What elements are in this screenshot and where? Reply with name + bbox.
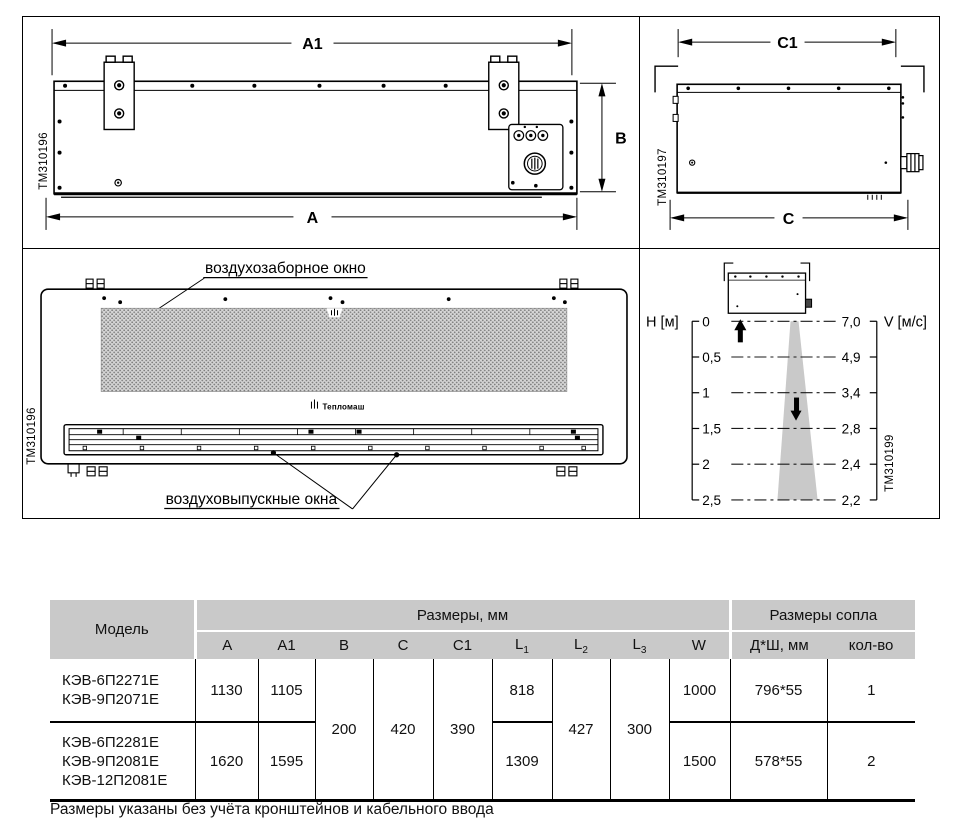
bottom-screw [115, 180, 121, 186]
tm-code: TM310196 [26, 407, 39, 465]
header-nozzle-group: Размеры сопла [730, 600, 915, 631]
arrowhead [882, 39, 896, 46]
v-axis [870, 321, 877, 500]
svg-text:7,0: 7,0 [841, 314, 861, 330]
dimension-b [580, 83, 616, 191]
svg-text:0: 0 [702, 314, 710, 330]
value-nozzle: 796*55 [730, 659, 827, 722]
arrowhead [894, 214, 908, 221]
dim-c-label: C [782, 209, 795, 228]
airflow-chart-panel [640, 249, 939, 518]
value-c: 420 [373, 659, 433, 801]
col-header-a1: A1 [258, 631, 315, 659]
value-count: 1 [827, 659, 915, 722]
value-a1: 1595 [258, 722, 315, 801]
rear-view-panel [23, 17, 640, 249]
front-view-drawing [23, 249, 639, 518]
tm-code: TM310197 [657, 148, 670, 206]
model-cell: КЭВ-6П2281Е КЭВ-9П2081Е КЭВ-12П2081Е [50, 722, 195, 801]
arrowhead [598, 83, 605, 96]
v-axis-label: V [м/с] [883, 314, 927, 331]
tm-code: TM310196 [38, 132, 51, 190]
outlet-windows-label: воздуховыпускные окна [165, 490, 338, 508]
value-l1: 818 [492, 659, 552, 722]
value-a1: 1105 [258, 659, 315, 722]
screw-dots [686, 87, 904, 164]
top-hooks [86, 279, 578, 288]
drawings-frame [22, 16, 940, 519]
header-dimensions-group: Размеры, мм [195, 600, 730, 631]
mounting-bracket-left [104, 56, 134, 129]
value-nozzle: 578*55 [730, 722, 827, 801]
svg-text:2,8: 2,8 [841, 421, 861, 437]
value-a: 1620 [195, 722, 258, 801]
side-view-drawing [640, 17, 939, 248]
col-header-l3: $L_3$ [610, 631, 669, 659]
arrowhead [558, 40, 572, 47]
airflow-chart [640, 249, 939, 518]
svg-text:3,4: 3,4 [841, 385, 861, 401]
value-b: 200 [315, 659, 373, 801]
leader-line [353, 455, 397, 509]
unit-body [677, 84, 901, 192]
up-arrow-icon [734, 319, 746, 342]
svg-text:2,5: 2,5 [702, 492, 722, 508]
tm-code: TM310199 [883, 434, 896, 492]
col-header-b: B [315, 631, 373, 659]
arrowhead [563, 213, 577, 220]
dim-b-label: B [615, 129, 627, 148]
arrowhead [598, 179, 605, 192]
side-screw [690, 160, 695, 165]
ceiling-bracket-left [655, 66, 678, 92]
value-w: 1500 [669, 722, 730, 801]
svg-text:2: 2 [702, 457, 710, 473]
value-l1: 1309 [492, 722, 552, 801]
dimensions-table [50, 600, 915, 802]
svg-text:2,2: 2,2 [841, 492, 861, 508]
cable-gland [901, 154, 923, 172]
col-header-c1: C1 [433, 631, 492, 659]
svg-text:1,5: 1,5 [702, 421, 722, 437]
model-cell: КЭВ-6П2271Е КЭВ-9П2071Е [50, 659, 195, 722]
svg-text:4,9: 4,9 [841, 350, 861, 366]
brand-text: Тепломаш [322, 402, 365, 412]
value-l2: 427 [552, 659, 610, 801]
h-axis [692, 321, 699, 500]
value-w: 1000 [669, 659, 730, 722]
intake-window-label: воздухозаборное окно [205, 260, 366, 278]
side-view-panel [640, 17, 939, 249]
value-a: 1130 [195, 659, 258, 722]
col-header-nozzle-count: кол-во [827, 631, 915, 659]
col-header-l2: $L_2$ [552, 631, 610, 659]
arrowhead [52, 40, 66, 47]
outlet-grille [64, 425, 603, 455]
h-axis-label: H [м] [646, 314, 679, 331]
dim-a-label: A [306, 208, 319, 227]
col-header-nozzle-size: Д*Ш, мм [730, 631, 827, 659]
value-l3: 300 [610, 659, 669, 801]
svg-text:1: 1 [702, 385, 710, 401]
value-count: 2 [827, 722, 915, 801]
table-row [50, 659, 915, 722]
svg-text:0,5: 0,5 [702, 350, 722, 366]
col-header-w: W [669, 631, 730, 659]
v-tick-labels [842, 314, 861, 508]
mini-unit [724, 263, 811, 313]
col-header-a: A [195, 631, 258, 659]
mounting-bracket-right [489, 56, 519, 129]
col-header-c: C [373, 631, 433, 659]
dim-c1-label: C1 [777, 34, 798, 53]
value-c1: 390 [433, 659, 492, 801]
footnote: Размеры указаны без учёта кронштейнов и кабельного ввода [50, 801, 494, 818]
flame-icon [311, 400, 317, 409]
arrowhead [46, 213, 60, 220]
brand-logo [311, 400, 364, 412]
col-header-l1: $L_1$ [492, 631, 552, 659]
intake-mesh [101, 308, 567, 391]
header-model: Модель [50, 600, 195, 659]
arrowhead [678, 39, 692, 46]
svg-text:2,4: 2,4 [841, 457, 861, 473]
feet [68, 464, 577, 477]
ceiling-bracket-right [901, 66, 924, 92]
vent-ticks [868, 195, 882, 200]
rear-view-drawing [23, 17, 639, 248]
arrowhead [670, 214, 684, 221]
front-view-panel [23, 249, 640, 518]
connection-box [509, 124, 563, 189]
h-tick-labels [702, 314, 721, 508]
dim-a1-label: A1 [302, 35, 323, 54]
